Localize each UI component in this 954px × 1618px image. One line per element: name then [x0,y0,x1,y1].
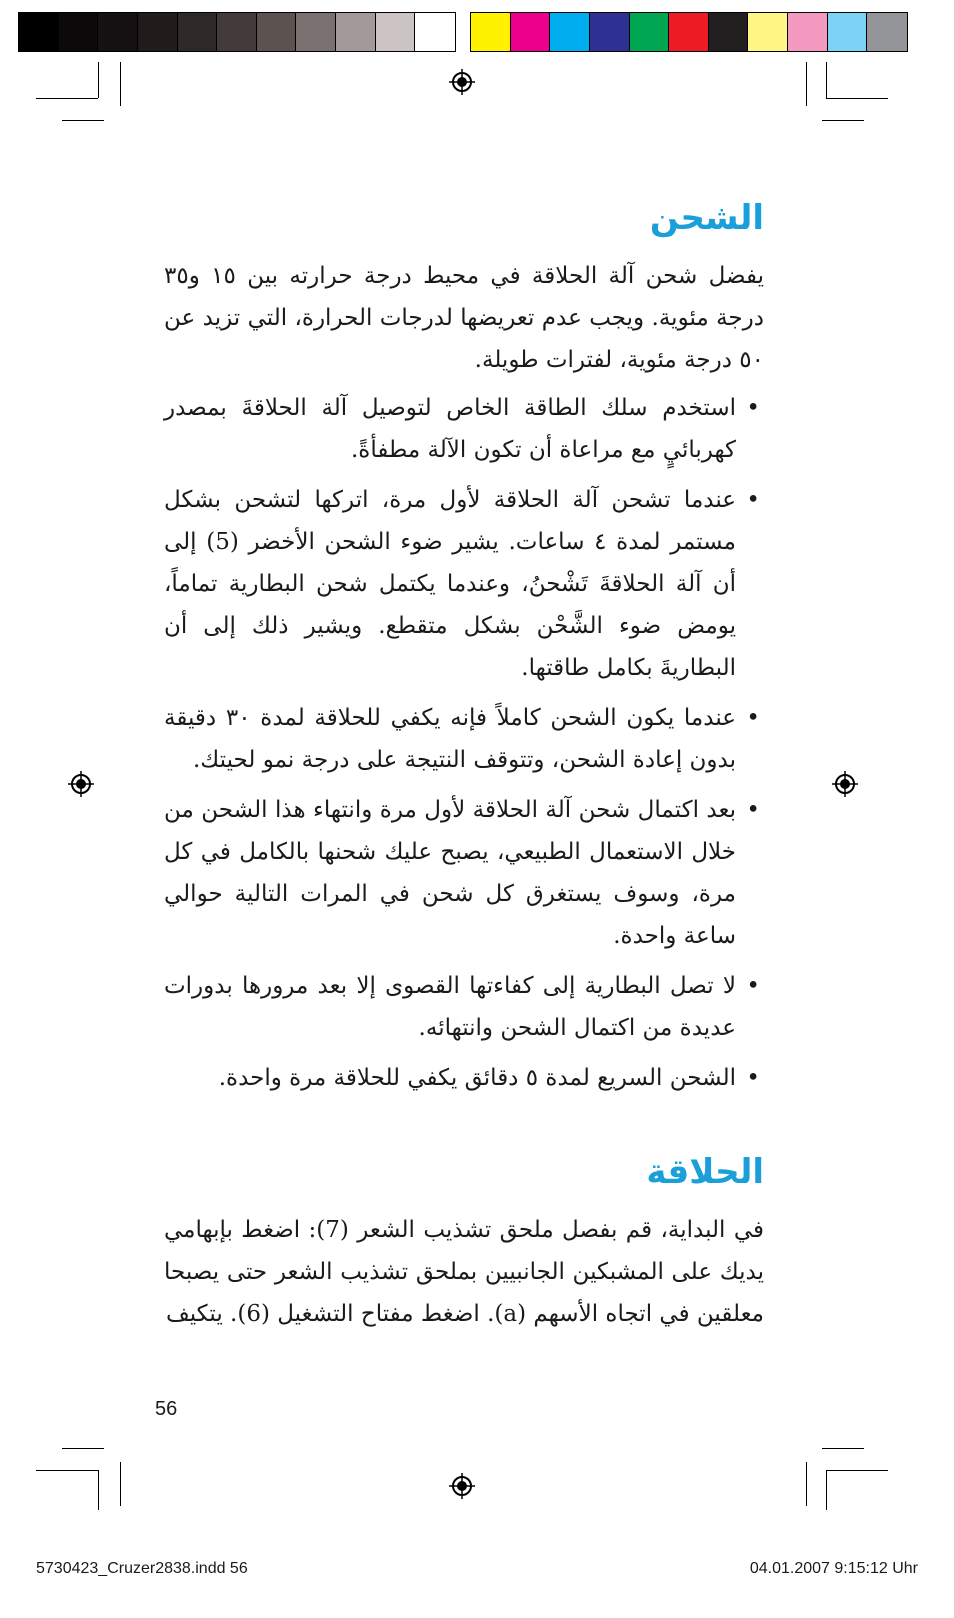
crop-mark [822,1448,864,1449]
crop-mark [62,120,104,121]
calibration-swatch [296,13,336,51]
list-item: • عندما يكون الشحن كاملاً فإنه يكفي للحلاقة لمدة ٣٠ دقيقة بدون إعادة الشحن، وتتوقف النتيجة على درجة نمو لحيتك. [164,697,736,781]
calibration-swatch [867,13,907,51]
list-item: • لا تصل البطارية إلى كفاءتها القصوى إلا بعد مرورها بدورات عديدة من اكتمال الشحن وانتهائه. [164,965,736,1049]
calibration-swatch [415,13,455,51]
calibration-swatch [550,13,590,51]
calibration-swatch [376,13,416,51]
calibration-swatch [630,13,670,51]
gray-calibration-bar [18,12,456,52]
calibration-swatch [59,13,99,51]
calibration-swatch [98,13,138,51]
crop-mark [120,1462,121,1506]
calibration-swatch [178,13,218,51]
list-item: • استخدم سلك الطاقة الخاص لتوصيل آلة الحلاقةَ بمصدر كهربائيٍ مع مراعاة أن تكون الآلة مطفأةً. [164,387,736,471]
calibration-swatch [511,13,551,51]
calibration-swatch [19,13,59,51]
timestamp-slug: 04.01.2007 9:15:12 Uhr [749,1560,918,1577]
shaving-body: في البداية، قم بفصل ملحق تشذيب الشعر (7): اضغط بإبهامي يديك على المشبكين الجانبيين بملحق تشذيب الشعر حتى يصبحا معلقين في اتجاه الأسهم (a). اضغط مفتاح التشغيل (6). يتكيف [164,1216,764,1327]
color-calibration-bar [470,12,908,52]
crop-mark [826,1470,888,1471]
list-item: • الشحن السريع لمدة ٥ دقائق يكفي للحلاقة مرة واحدة. [164,1057,736,1099]
section-title-charging: الشحن [649,198,764,238]
charging-intro: يفضل شحن آلة الحلاقة في محيط درجة حرارته بين ١٥ و٣٥ درجة مئوية. ويجب عدم تعريضها لدرجات الحرارة، التي تزيد عن ٥٠ درجة مئوية، لفترات طويلة. [164,262,764,373]
crop-mark [826,1470,827,1510]
crop-mark [36,98,98,99]
calibration-swatch [257,13,297,51]
crop-mark [826,62,827,98]
section-title-shaving: الحلاقة [646,1152,764,1192]
page-number: 56 [155,1398,178,1420]
registration-mark-icon [449,69,475,95]
crop-mark [98,62,99,98]
calibration-swatch [590,13,630,51]
registration-mark-icon [449,1473,475,1499]
list-item: • بعد اكتمال شحن آلة الحلاقة لأول مرة وانتهاء هذا الشحن من خلال الاستعمال الطبيعي، يصبح عليك شحنها بالكامل في كل مرة، وسوف يستغرق كل شحن في المرات التالية حوالي ساعة واحدة. [164,789,736,957]
calibration-swatch [709,13,749,51]
crop-mark [806,1462,807,1506]
calibration-swatch [788,13,828,51]
calibration-swatch [828,13,868,51]
charging-bullet-list [164,387,764,1099]
calibration-swatch [748,13,788,51]
crop-mark [98,1470,99,1510]
crop-mark [62,1448,104,1449]
calibration-swatch [669,13,709,51]
shaving-section [164,1152,764,1335]
crop-mark [36,1470,98,1471]
crop-mark [806,62,807,106]
list-item: • عندما تشحن آلة الحلاقة لأول مرة، اتركها لتشحن بشكل مستمر لمدة ٤ ساعات. يشير ضوء الشحن الأخضر (5) إلى أن آلة الحلاقةَ تَشْحنُ، وعندما يكتمل شحن البطارية تماماً، يومض ضوء الشَّحْن بشكل متقطع. ويشير ذلك إلى أن البطاريةَ بكامل طاقتها. [164,479,736,689]
calibration-swatch [217,13,257,51]
registration-mark-icon [68,771,94,797]
file-slug: 5730423_Cruzer2838.indd 56 [36,1560,248,1577]
crop-mark [120,62,121,106]
calibration-swatch [336,13,376,51]
registration-mark-icon [832,771,858,797]
calibration-swatch [138,13,178,51]
crop-mark [826,98,888,99]
crop-mark [822,120,864,121]
charging-section [164,198,764,1107]
calibration-swatch [471,13,511,51]
